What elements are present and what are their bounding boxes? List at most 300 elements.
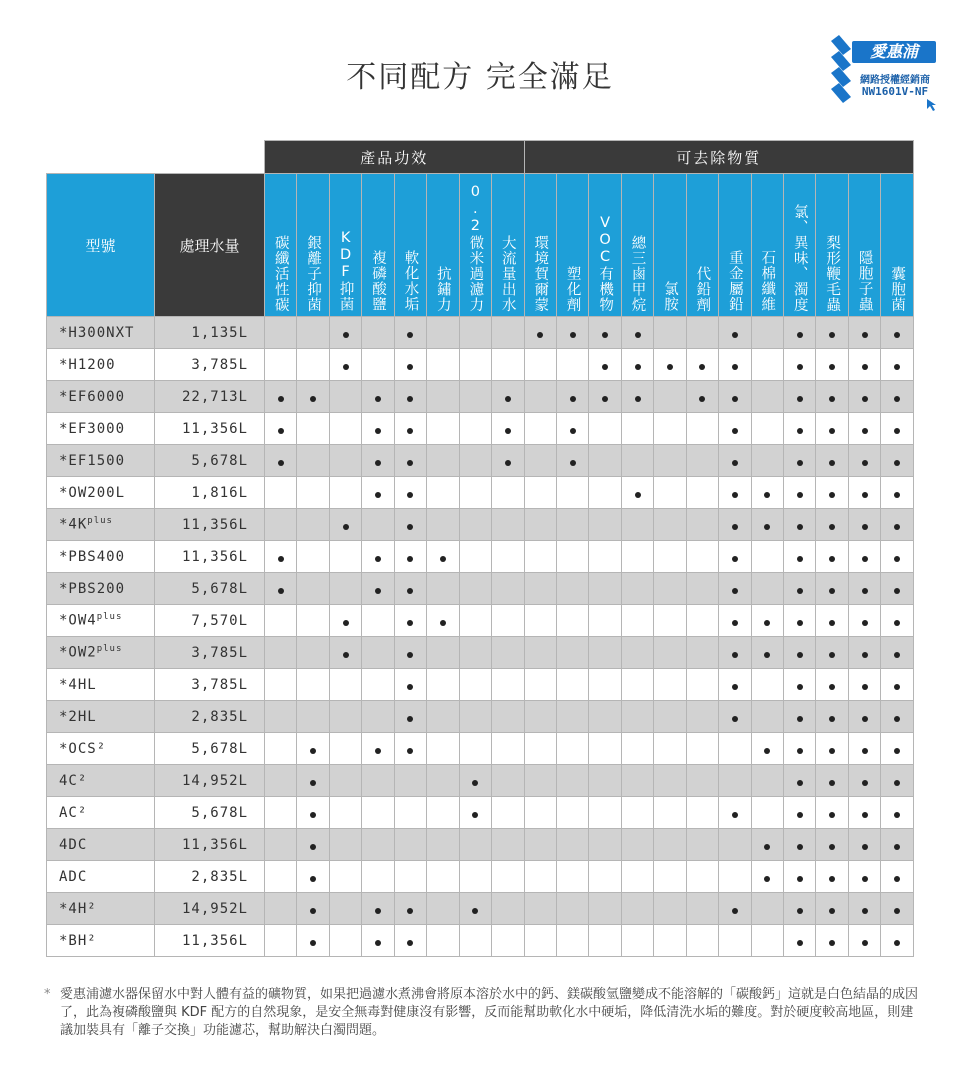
feature-cell: [816, 509, 848, 541]
feature-cell: [719, 925, 751, 957]
check-dot-icon: [764, 492, 770, 498]
feature-cell: [329, 445, 361, 477]
feature-cell: [492, 573, 524, 605]
feature-cell: [394, 349, 426, 381]
feature-cell: [881, 733, 914, 765]
feature-cell: [329, 541, 361, 573]
feature-cell: [848, 637, 880, 669]
feature-cell: [394, 669, 426, 701]
check-dot-icon: [797, 460, 803, 466]
check-dot-icon: [797, 620, 803, 626]
feature-cell: [621, 669, 653, 701]
column-header: [329, 174, 361, 317]
model-cell: [47, 445, 155, 477]
feature-cell: [784, 317, 816, 349]
feature-cell: [686, 701, 718, 733]
feature-cell: [524, 861, 556, 893]
feature-cell: [265, 573, 297, 605]
check-dot-icon: [407, 332, 413, 338]
feature-cell: [297, 797, 329, 829]
table-row: [47, 349, 914, 381]
feature-cell: [459, 893, 491, 925]
check-dot-icon: [797, 332, 803, 338]
model-cell: [47, 541, 155, 573]
check-dot-icon: [732, 908, 738, 914]
feature-cell: [394, 605, 426, 637]
capacity-cell: 22,713L: [155, 381, 265, 413]
feature-cell: [589, 541, 621, 573]
feature-cell: [881, 701, 914, 733]
feature-cell: [492, 349, 524, 381]
feature-cell: [427, 701, 459, 733]
feature-cell: [556, 925, 588, 957]
feature-cell: [427, 317, 459, 349]
feature-cell: [784, 925, 816, 957]
model-name: *EF3000: [59, 420, 126, 437]
feature-cell: [751, 477, 783, 509]
feature-cell: [589, 765, 621, 797]
feature-cell: [524, 381, 556, 413]
check-dot-icon: [375, 460, 381, 466]
feature-cell: [329, 861, 361, 893]
feature-cell: [654, 509, 686, 541]
feature-cell: [427, 797, 459, 829]
feature-cell: [719, 669, 751, 701]
feature-cell: [427, 573, 459, 605]
feature-cell: [394, 477, 426, 509]
check-dot-icon: [862, 396, 868, 402]
feature-cell: [686, 541, 718, 573]
feature-cell: [459, 317, 491, 349]
feature-cell: [751, 381, 783, 413]
feature-cell: [459, 381, 491, 413]
feature-cell: [427, 829, 459, 861]
qty-header: 處理水量: [155, 174, 265, 317]
model-header: 型號: [47, 174, 155, 317]
feature-cell: [848, 829, 880, 861]
check-dot-icon: [829, 428, 835, 434]
feature-cell: [265, 701, 297, 733]
feature-cell: [459, 541, 491, 573]
check-dot-icon: [278, 588, 284, 594]
model-name: *OW200L: [59, 484, 126, 501]
feature-cell: [459, 349, 491, 381]
check-dot-icon: [862, 876, 868, 882]
feature-cell: [492, 381, 524, 413]
feature-cell: [492, 445, 524, 477]
model-name: *H300NXT: [59, 324, 135, 341]
feature-cell: [297, 317, 329, 349]
feature-cell: [556, 413, 588, 445]
check-dot-icon: [862, 332, 868, 338]
check-dot-icon: [894, 492, 900, 498]
check-dot-icon: [375, 908, 381, 914]
feature-cell: [492, 925, 524, 957]
check-dot-icon: [894, 812, 900, 818]
feature-cell: [459, 477, 491, 509]
feature-cell: [589, 605, 621, 637]
feature-cell: [297, 893, 329, 925]
feature-cell: [848, 413, 880, 445]
check-dot-icon: [375, 492, 381, 498]
feature-cell: [848, 605, 880, 637]
check-dot-icon: [894, 396, 900, 402]
feature-cell: [751, 541, 783, 573]
feature-cell: [265, 477, 297, 509]
model-suffix: plus: [87, 516, 113, 527]
feature-cell: [362, 925, 394, 957]
feature-cell: [427, 925, 459, 957]
check-dot-icon: [829, 556, 835, 562]
check-dot-icon: [310, 396, 316, 402]
feature-cell: [589, 445, 621, 477]
column-header: [265, 174, 297, 317]
feature-cell: [459, 701, 491, 733]
check-dot-icon: [862, 460, 868, 466]
feature-cell: [589, 925, 621, 957]
check-dot-icon: [894, 684, 900, 690]
check-dot-icon: [472, 780, 478, 786]
feature-cell: [751, 445, 783, 477]
feature-cell: [848, 733, 880, 765]
check-dot-icon: [894, 716, 900, 722]
feature-cell: [589, 733, 621, 765]
feature-cell: [524, 445, 556, 477]
check-dot-icon: [862, 428, 868, 434]
feature-cell: [524, 605, 556, 637]
table-row: [47, 605, 914, 637]
table-row: [47, 477, 914, 509]
feature-cell: [297, 509, 329, 541]
check-dot-icon: [635, 492, 641, 498]
check-dot-icon: [570, 428, 576, 434]
check-dot-icon: [797, 684, 803, 690]
feature-cell: [297, 829, 329, 861]
feature-cell: [654, 701, 686, 733]
column-header: [719, 174, 751, 317]
feature-cell: [654, 893, 686, 925]
feature-cell: [329, 765, 361, 797]
feature-cell: [394, 413, 426, 445]
check-dot-icon: [310, 748, 316, 754]
feature-cell: [362, 381, 394, 413]
capacity-cell: 14,952L: [155, 765, 265, 797]
feature-cell: [427, 765, 459, 797]
check-dot-icon: [375, 748, 381, 754]
model-name: *2HL: [59, 708, 97, 725]
check-dot-icon: [472, 812, 478, 818]
check-dot-icon: [635, 364, 641, 370]
feature-cell: [654, 349, 686, 381]
feature-cell: [427, 477, 459, 509]
feature-cell: [265, 605, 297, 637]
model-name: *4HL: [59, 676, 97, 693]
feature-cell: [265, 925, 297, 957]
feature-cell: [719, 477, 751, 509]
check-dot-icon: [570, 332, 576, 338]
check-dot-icon: [797, 524, 803, 530]
feature-cell: [556, 573, 588, 605]
feature-cell: [719, 797, 751, 829]
table-row: [47, 445, 914, 477]
model-cell: [47, 509, 155, 541]
blank-corner: [47, 141, 265, 174]
feature-cell: [654, 829, 686, 861]
feature-cell: [816, 317, 848, 349]
feature-cell: [265, 509, 297, 541]
feature-cell: [784, 573, 816, 605]
feature-cell: [265, 445, 297, 477]
check-dot-icon: [829, 812, 835, 818]
check-dot-icon: [570, 396, 576, 402]
check-dot-icon: [894, 588, 900, 594]
feature-cell: [329, 509, 361, 541]
model-cell: [47, 573, 155, 605]
feature-cell: [881, 765, 914, 797]
feature-cell: [621, 381, 653, 413]
check-dot-icon: [407, 652, 413, 658]
capacity-cell: 1,135L: [155, 317, 265, 349]
feature-cell: [297, 925, 329, 957]
model-suffix: plus: [96, 612, 123, 623]
check-dot-icon: [310, 908, 316, 914]
feature-cell: [621, 477, 653, 509]
check-dot-icon: [764, 748, 770, 754]
table-row: [47, 573, 914, 605]
column-header-label: 氯胺: [661, 281, 678, 312]
model-cell: [47, 477, 155, 509]
check-dot-icon: [797, 492, 803, 498]
check-dot-icon: [635, 396, 641, 402]
feature-cell: [881, 445, 914, 477]
feature-cell: [751, 925, 783, 957]
check-dot-icon: [505, 460, 511, 466]
feature-cell: [654, 925, 686, 957]
column-header-label: 氯、異味、濁度: [791, 203, 808, 312]
feature-cell: [686, 797, 718, 829]
table-row: [47, 797, 914, 829]
feature-cell: [751, 317, 783, 349]
feature-cell: [621, 413, 653, 445]
feature-cell: [589, 701, 621, 733]
feature-cell: [621, 893, 653, 925]
check-dot-icon: [862, 588, 868, 594]
feature-cell: [784, 413, 816, 445]
feature-cell: [492, 701, 524, 733]
column-header: [524, 174, 556, 317]
feature-cell: [589, 637, 621, 669]
feature-cell: [784, 349, 816, 381]
check-dot-icon: [797, 716, 803, 722]
check-dot-icon: [862, 492, 868, 498]
model-cell: [47, 605, 155, 637]
feature-cell: [784, 733, 816, 765]
feature-cell: [556, 765, 588, 797]
feature-cell: [329, 893, 361, 925]
check-dot-icon: [829, 620, 835, 626]
capacity-cell: 5,678L: [155, 573, 265, 605]
check-dot-icon: [440, 620, 446, 626]
feature-cell: [719, 733, 751, 765]
feature-cell: [751, 829, 783, 861]
model-name: *PBS200: [59, 580, 126, 597]
check-dot-icon: [407, 396, 413, 402]
feature-cell: [427, 381, 459, 413]
capacity-cell: 14,952L: [155, 893, 265, 925]
check-dot-icon: [797, 588, 803, 594]
feature-cell: [881, 573, 914, 605]
check-dot-icon: [278, 428, 284, 434]
feature-cell: [524, 893, 556, 925]
feature-cell: [686, 349, 718, 381]
feature-cell: [621, 349, 653, 381]
feature-cell: [524, 701, 556, 733]
feature-cell: [492, 509, 524, 541]
check-dot-icon: [375, 588, 381, 594]
feature-cell: [686, 861, 718, 893]
column-header-label: 代鉛劑: [694, 265, 711, 312]
feature-cell: [719, 541, 751, 573]
table-row: [47, 637, 914, 669]
feature-cell: [524, 669, 556, 701]
feature-cell: [719, 509, 751, 541]
feature-cell: [297, 445, 329, 477]
feature-cell: [686, 765, 718, 797]
feature-cell: [719, 637, 751, 669]
feature-cell: [297, 605, 329, 637]
check-dot-icon: [862, 524, 868, 530]
check-dot-icon: [505, 396, 511, 402]
check-dot-icon: [894, 524, 900, 530]
feature-cell: [881, 797, 914, 829]
check-dot-icon: [894, 652, 900, 658]
check-dot-icon: [862, 620, 868, 626]
check-dot-icon: [829, 876, 835, 882]
feature-cell: [621, 733, 653, 765]
feature-cell: [362, 413, 394, 445]
feature-cell: [329, 733, 361, 765]
table-row: [47, 925, 914, 957]
feature-cell: [881, 637, 914, 669]
check-dot-icon: [310, 844, 316, 850]
feature-cell: [719, 765, 751, 797]
feature-cell: [848, 765, 880, 797]
capacity-cell: 5,678L: [155, 733, 265, 765]
check-dot-icon: [537, 332, 543, 338]
check-dot-icon: [829, 908, 835, 914]
feature-cell: [524, 477, 556, 509]
check-dot-icon: [894, 428, 900, 434]
feature-cell: [848, 797, 880, 829]
model-cell: [47, 733, 155, 765]
check-dot-icon: [699, 396, 705, 402]
feature-cell: [427, 893, 459, 925]
feature-cell: [816, 541, 848, 573]
feature-cell: [297, 733, 329, 765]
check-dot-icon: [862, 844, 868, 850]
feature-cell: [621, 829, 653, 861]
check-dot-icon: [894, 332, 900, 338]
model-name: *OW4: [59, 612, 97, 629]
feature-cell: [654, 861, 686, 893]
feature-cell: [459, 573, 491, 605]
feature-cell: [394, 637, 426, 669]
feature-cell: [719, 861, 751, 893]
model-cell: [47, 317, 155, 349]
feature-cell: [719, 605, 751, 637]
feature-cell: [362, 765, 394, 797]
feature-cell: [881, 829, 914, 861]
model-cell: [47, 861, 155, 893]
model-name: 4C²: [59, 772, 88, 789]
check-dot-icon: [894, 844, 900, 850]
check-dot-icon: [797, 396, 803, 402]
check-dot-icon: [894, 364, 900, 370]
check-dot-icon: [343, 620, 349, 626]
column-header-label: 梨形鞭毛蟲: [824, 234, 841, 312]
column-header: [816, 174, 848, 317]
feature-cell: [751, 573, 783, 605]
feature-cell: [654, 733, 686, 765]
check-dot-icon: [894, 876, 900, 882]
feature-cell: [621, 925, 653, 957]
feature-cell: [621, 541, 653, 573]
feature-cell: [881, 477, 914, 509]
feature-cell: [784, 445, 816, 477]
feature-cell: [427, 637, 459, 669]
check-dot-icon: [764, 652, 770, 658]
footnote: [44, 986, 924, 1040]
feature-cell: [784, 605, 816, 637]
table-row: [47, 701, 914, 733]
check-dot-icon: [732, 716, 738, 722]
feature-cell: [816, 605, 848, 637]
feature-cell: [556, 861, 588, 893]
feature-cell: [459, 797, 491, 829]
feature-cell: [621, 861, 653, 893]
check-dot-icon: [407, 620, 413, 626]
feature-cell: [265, 733, 297, 765]
feature-cell: [881, 925, 914, 957]
feature-cell: [784, 669, 816, 701]
feature-cell: [524, 925, 556, 957]
feature-cell: [265, 541, 297, 573]
check-dot-icon: [407, 460, 413, 466]
capacity-cell: 3,785L: [155, 637, 265, 669]
feature-cell: [719, 381, 751, 413]
feature-cell: [459, 413, 491, 445]
feature-cell: [329, 413, 361, 445]
check-dot-icon: [343, 364, 349, 370]
feature-cell: [589, 669, 621, 701]
feature-cell: [848, 701, 880, 733]
feature-cell: [589, 509, 621, 541]
check-dot-icon: [797, 876, 803, 882]
check-dot-icon: [732, 396, 738, 402]
check-dot-icon: [797, 940, 803, 946]
feature-cell: [816, 669, 848, 701]
feature-cell: [686, 637, 718, 669]
feature-cell: [524, 317, 556, 349]
feature-cell: [654, 573, 686, 605]
feature-cell: [362, 477, 394, 509]
check-dot-icon: [862, 908, 868, 914]
check-dot-icon: [894, 460, 900, 466]
feature-cell: [686, 445, 718, 477]
check-dot-icon: [829, 780, 835, 786]
column-header-label: 環境賀爾蒙: [532, 234, 549, 312]
feature-cell: [427, 605, 459, 637]
